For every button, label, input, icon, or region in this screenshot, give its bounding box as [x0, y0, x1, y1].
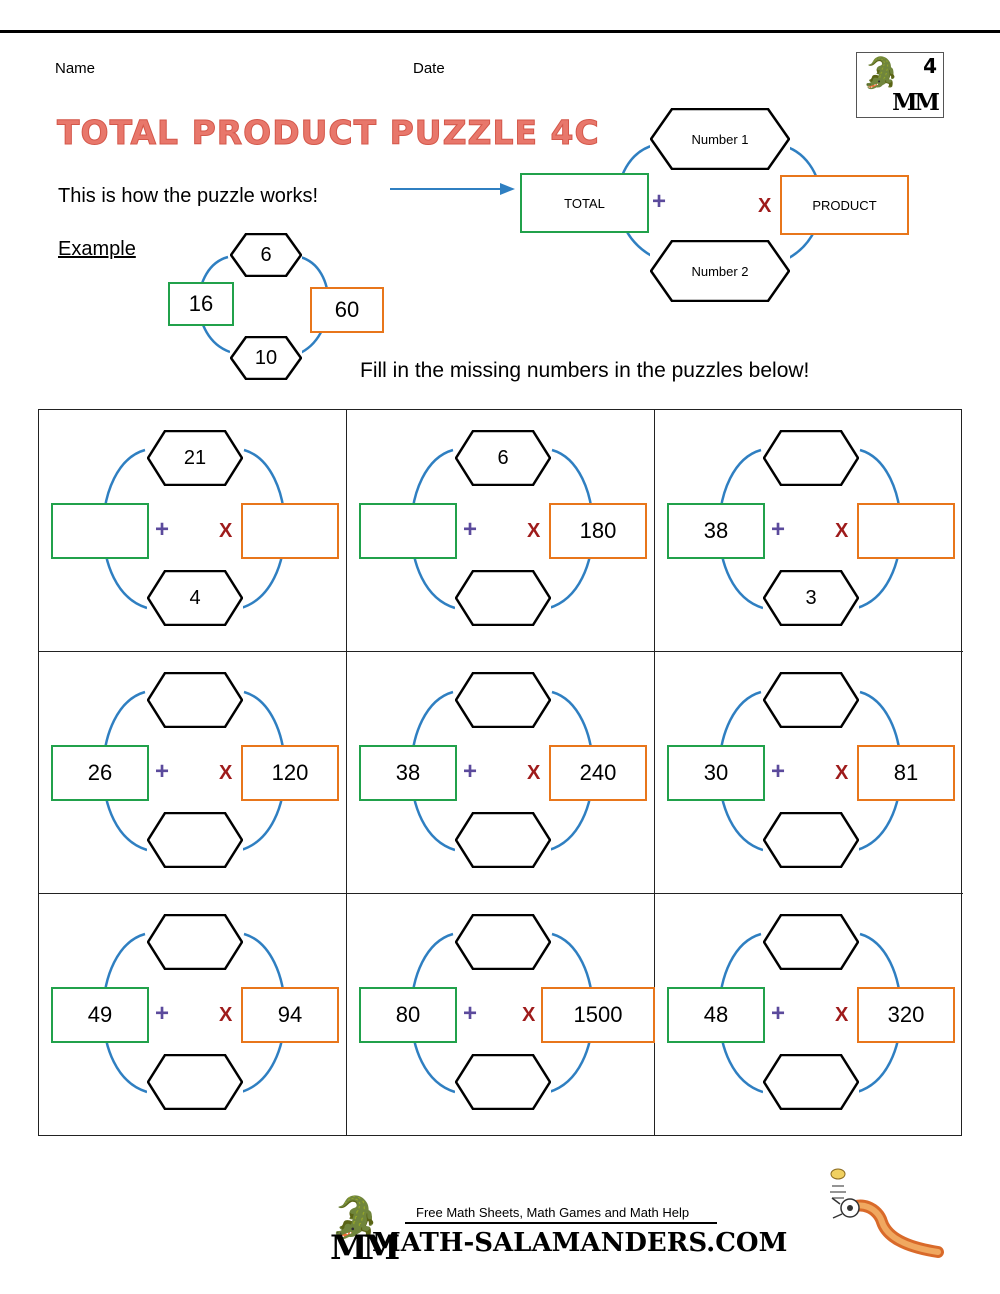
puzzle-bottom-value: 3 — [805, 586, 817, 609]
puzzle-top-value: 21 — [183, 446, 207, 469]
puzzle-product-box[interactable] — [857, 745, 955, 801]
puzzle-plus-symbol: + — [155, 516, 170, 543]
puzzle-total-box[interactable] — [51, 987, 149, 1043]
pointer-arrow-icon — [390, 178, 515, 200]
puzzle-bottom-hex[interactable] — [455, 1054, 551, 1110]
puzzle-times-symbol: X — [522, 1004, 536, 1026]
puzzle-cell-4 — [39, 652, 347, 894]
puzzle-grid — [38, 409, 962, 1136]
puzzle-plus-symbol: + — [771, 516, 786, 543]
howto-text: This is how the puzzle works! — [58, 185, 319, 207]
puzzle-bottom-hex[interactable] — [147, 1054, 243, 1110]
puzzle-times-symbol: X — [527, 520, 541, 542]
example-total-value: 16 — [188, 291, 214, 316]
example-label: Example — [58, 238, 136, 260]
puzzle-product-box[interactable] — [241, 987, 339, 1043]
puzzle-top-hex[interactable] — [147, 430, 243, 486]
example-puzzle — [160, 232, 390, 382]
puzzle-total-value: 38 — [395, 760, 421, 785]
puzzle-total-value: 48 — [703, 1002, 729, 1027]
diagram-number2-label: Number 2 — [691, 263, 749, 279]
puzzle-cell-7 — [39, 894, 347, 1136]
puzzle-product-box[interactable] — [549, 745, 647, 801]
diagram-product-box — [780, 175, 909, 235]
puzzle-top-value: 6 — [497, 446, 509, 469]
puzzle-total-value: 38 — [703, 518, 729, 543]
puzzle-bottom-hex[interactable] — [763, 570, 859, 626]
puzzle-bottom-hex[interactable] — [147, 570, 243, 626]
footer-url: MATH-SALAMANDERS.COM — [372, 1228, 788, 1258]
puzzle-plus-symbol: + — [463, 758, 478, 785]
puzzle-product-box[interactable] — [241, 745, 339, 801]
puzzle-times-symbol: X — [219, 520, 233, 542]
puzzle-top-hex[interactable] — [763, 430, 859, 486]
example-total-box — [168, 282, 234, 326]
puzzle-top-hex[interactable] — [455, 914, 551, 970]
name-label: Name — [55, 60, 96, 77]
puzzle-total-box[interactable] — [51, 503, 149, 559]
puzzle-product-box[interactable] — [549, 503, 647, 559]
puzzle-cell-6 — [655, 652, 963, 894]
puzzle-product-box[interactable] — [857, 503, 955, 559]
puzzle-product-value: 1500 — [573, 1002, 623, 1027]
footer-mark: MM — [330, 1228, 396, 1268]
puzzle-plus-symbol: + — [463, 1000, 478, 1027]
puzzle-plus-symbol: + — [463, 516, 478, 543]
example-product-value: 60 — [334, 297, 360, 322]
puzzle-total-box[interactable] — [667, 503, 765, 559]
puzzle-cell-8 — [347, 894, 655, 1136]
badge-mark: MM — [892, 89, 937, 116]
puzzle-total-box[interactable] — [667, 987, 765, 1043]
puzzle-cell-2 — [347, 410, 655, 652]
puzzle-total-value: 30 — [703, 760, 729, 785]
puzzle-product-value: 320 — [887, 1002, 925, 1027]
puzzle-plus-symbol: + — [771, 758, 786, 785]
puzzle-total-value: 49 — [87, 1002, 113, 1027]
puzzle-total-box[interactable] — [51, 745, 149, 801]
date-label: Date — [413, 60, 445, 77]
example-bottom-value: 10 — [254, 346, 278, 369]
diagram-number2-hex — [650, 240, 790, 302]
puzzle-times-symbol: X — [527, 762, 541, 784]
puzzle-bottom-hex[interactable] — [763, 1054, 859, 1110]
puzzle-total-box[interactable] — [359, 745, 457, 801]
puzzle-bottom-hex[interactable] — [147, 812, 243, 868]
puzzle-top-hex[interactable] — [763, 672, 859, 728]
diagram-total-label: TOTAL — [564, 195, 605, 211]
puzzle-bottom-hex[interactable] — [455, 570, 551, 626]
puzzle-total-box[interactable] — [359, 987, 457, 1043]
puzzle-product-box[interactable] — [541, 987, 655, 1043]
diagram-product-label: PRODUCT — [812, 197, 877, 213]
puzzle-bottom-value: 4 — [189, 586, 201, 609]
diagram-times-symbol: X — [758, 195, 772, 217]
page-title: TOTAL PRODUCT PUZZLE 4C — [57, 113, 600, 152]
puzzle-cell-3 — [655, 410, 963, 652]
footer-salamander-icon: 🐊 — [330, 1196, 380, 1240]
salamander-icon: 🐊 — [862, 57, 900, 90]
example-product-box — [310, 287, 384, 333]
puzzle-times-symbol: X — [219, 1004, 233, 1026]
footer-tagline: Free Math Sheets, Math Games and Math Help — [416, 1205, 690, 1220]
puzzle-times-symbol: X — [835, 520, 849, 542]
puzzle-product-box[interactable] — [241, 503, 339, 559]
puzzle-total-value: 80 — [395, 1002, 421, 1027]
puzzle-cell-5 — [347, 652, 655, 894]
puzzle-cell-9 — [655, 894, 963, 1136]
diagram-number1-hex — [650, 108, 790, 170]
puzzle-total-value: 26 — [87, 760, 113, 785]
explainer-diagram — [510, 100, 930, 300]
puzzle-total-box[interactable] — [359, 503, 457, 559]
puzzle-plus-symbol: + — [771, 1000, 786, 1027]
top-divider — [0, 30, 1000, 33]
diagram-plus-symbol: + — [652, 188, 667, 215]
example-bottom-hex — [230, 336, 302, 380]
puzzle-times-symbol: X — [219, 762, 233, 784]
puzzle-product-box[interactable] — [857, 987, 955, 1043]
diagram-total-box — [520, 173, 649, 233]
puzzle-top-hex[interactable] — [763, 914, 859, 970]
puzzle-product-value: 180 — [579, 518, 617, 543]
puzzle-top-hex[interactable] — [147, 672, 243, 728]
puzzle-plus-symbol: + — [155, 1000, 170, 1027]
diagram-number1-label: Number 1 — [691, 131, 749, 147]
instruction-text: Fill in the missing numbers in the puzzles below! — [360, 359, 810, 382]
badge-number: 4 — [923, 54, 937, 78]
puzzle-cell-1 — [39, 410, 347, 652]
puzzle-top-hex[interactable] — [147, 914, 243, 970]
puzzle-top-hex[interactable] — [455, 672, 551, 728]
puzzle-product-value: 120 — [271, 760, 309, 785]
footer-divider — [405, 1222, 717, 1224]
example-top-value: 6 — [260, 243, 272, 266]
puzzle-product-value: 240 — [579, 760, 617, 785]
puzzle-bottom-hex[interactable] — [455, 812, 551, 868]
puzzle-times-symbol: X — [835, 1004, 849, 1026]
worm-mascot-icon — [820, 1160, 960, 1280]
example-top-hex — [230, 233, 302, 277]
puzzle-product-value: 81 — [893, 760, 919, 785]
puzzle-top-hex[interactable] — [455, 430, 551, 486]
puzzle-total-box[interactable] — [667, 745, 765, 801]
puzzle-times-symbol: X — [835, 762, 849, 784]
puzzle-product-value: 94 — [277, 1002, 303, 1027]
puzzle-bottom-hex[interactable] — [763, 812, 859, 868]
puzzle-plus-symbol: + — [155, 758, 170, 785]
